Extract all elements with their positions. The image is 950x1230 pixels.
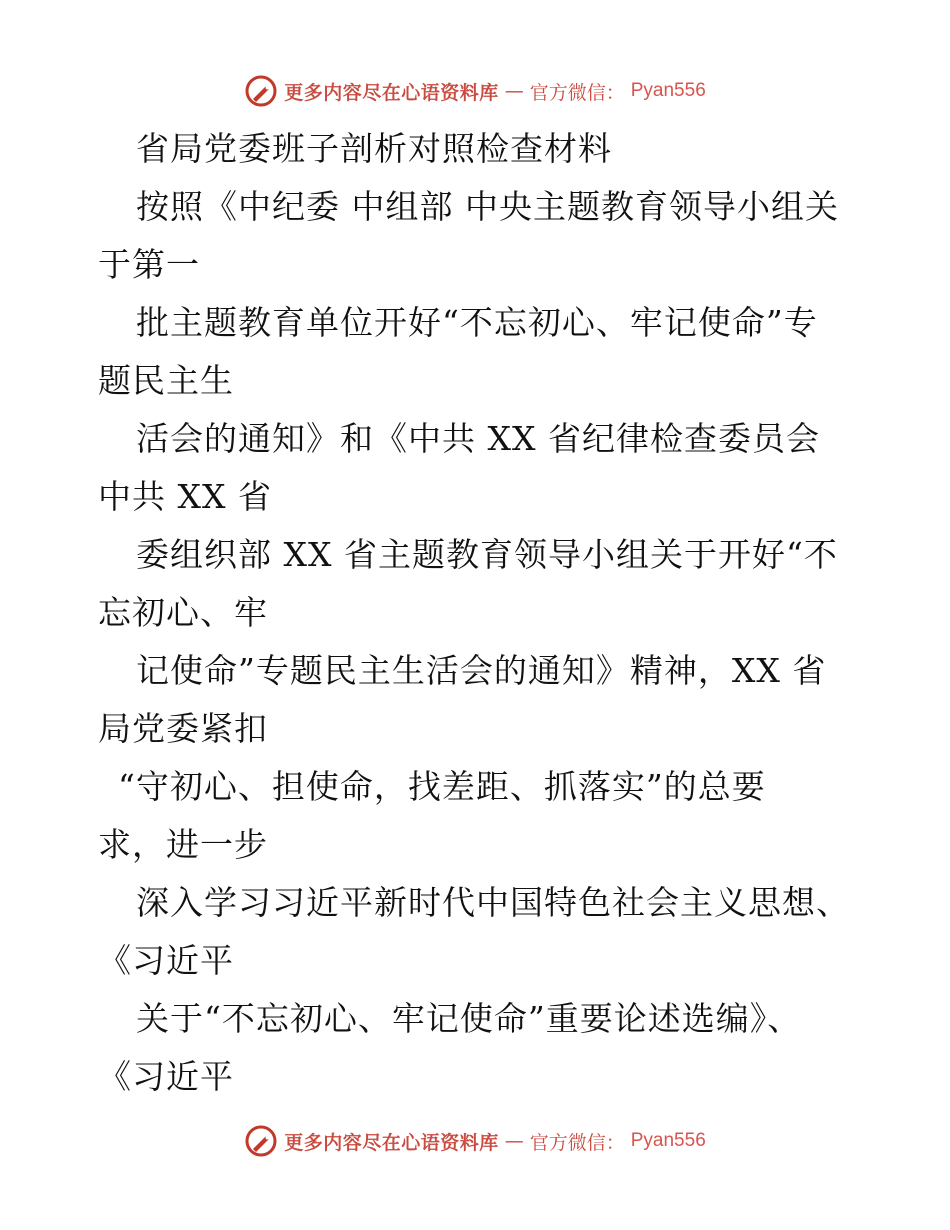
doc-line: 题民主生 <box>98 361 234 400</box>
doc-line: 批主题教育单位开好“不忘初心、牢记使命”专 <box>136 303 818 342</box>
doc-line: 深入学习习近平新时代中国特色社会主义思想、 <box>136 883 850 922</box>
doc-line: 求，进一步 <box>98 825 268 864</box>
doc-line: 《习近平 <box>98 941 234 980</box>
doc-line: 委组织部 XX 省主题教育领导小组关于开好“不 <box>136 535 838 574</box>
doc-line: 按照《中纪委 中组部 中央主题教育领导小组关 <box>136 187 839 226</box>
doc-line: 中共 XX 省 <box>98 477 272 516</box>
pen-nib-logo-icon <box>244 74 278 108</box>
watermark-dash: — <box>504 1130 524 1152</box>
pen-nib-logo-icon <box>244 1124 278 1158</box>
header-watermark <box>0 74 950 108</box>
doc-line: 忘初心、牢 <box>98 593 268 632</box>
watermark-wechat-id: Pyan556 <box>630 1130 706 1151</box>
doc-line: 《习近平 <box>98 1057 234 1096</box>
doc-title: 省局党委班子剖析对照检查材料 <box>136 129 612 168</box>
watermark-text: 更多内容尽在心语资料库 <box>284 81 499 104</box>
watermark-official-label: 官方微信： <box>529 81 625 104</box>
doc-line: 活会的通知》和《中共 XX 省纪律检查委员会 <box>136 419 820 458</box>
doc-line: 关于“不忘初心、牢记使命”重要论述选编》、 <box>136 999 802 1038</box>
doc-line: “守初心、担使命，找差距、抓落实”的总要 <box>118 767 766 806</box>
watermark-wechat-id: Pyan556 <box>630 80 706 101</box>
doc-line: 局党委紧扣 <box>98 709 268 748</box>
watermark-official-label: 官方微信： <box>529 1131 625 1154</box>
doc-line: 于第一 <box>98 245 200 284</box>
watermark-dash: — <box>504 80 524 102</box>
footer-watermark <box>0 1124 950 1158</box>
doc-line: 记使命”专题民主生活会的通知》精神，XX 省 <box>136 651 827 690</box>
watermark-text: 更多内容尽在心语资料库 <box>284 1131 499 1154</box>
